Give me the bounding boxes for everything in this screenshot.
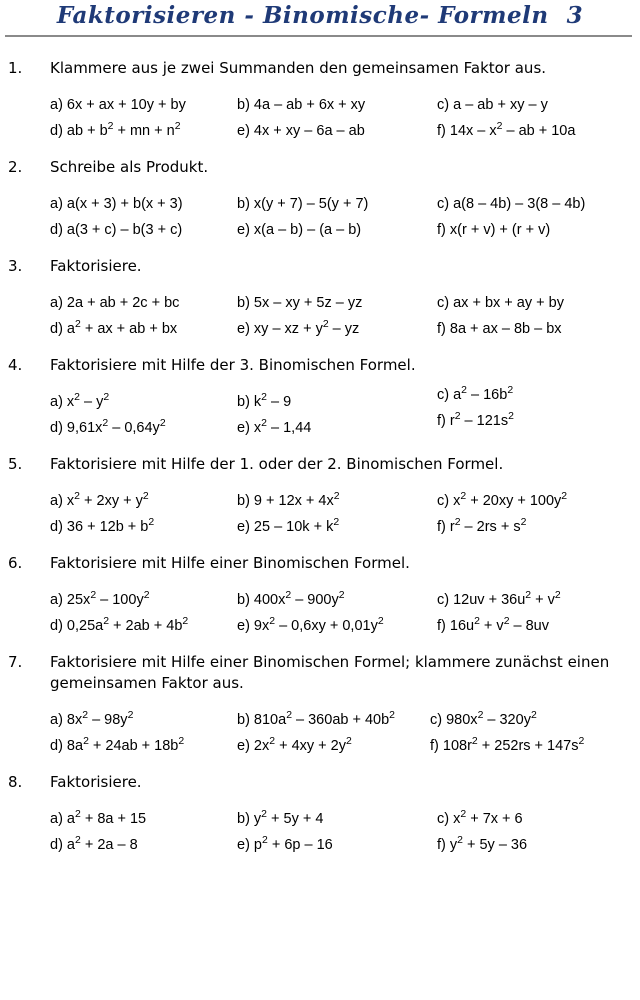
exercise-item-grid — [50, 806, 636, 858]
exercise-item-a: a) 6x + ax + 10y + by — [50, 97, 186, 113]
exercise-prompt: Faktorisiere mit Hilfe der 3. Binomischen Formel. — [50, 356, 416, 374]
exercise-item-e: e) $9x^2 - 0,6xy + 0,01y^2$ — [237, 616, 384, 634]
exercise-heading — [0, 256, 640, 277]
exercise-item-b: b) $810a^2 - 360ab + 40b^2$ — [237, 710, 395, 728]
exercise-item-grid — [50, 290, 636, 342]
exercise-item-d: d) $36 + 12b + b^2$ — [50, 517, 155, 535]
exercise-prompt: Schreibe als Produkt. — [50, 158, 209, 176]
exercise-2 — [0, 157, 640, 243]
exercise-item-f: f) $108r^2 + 252rs + 147s^2$ — [430, 736, 585, 754]
exercise-item-grid — [50, 488, 636, 540]
exercise-item-a: a) $a^2 + 8a + 15$ — [50, 809, 147, 827]
exercise-item-c: c) $12uv + 36u^2 + v^2$ — [437, 590, 561, 608]
exercise-item-d: d) $9,61x^2 - 0,64y^2$ — [50, 418, 166, 436]
exercise-item-f: f) $14x - x^2$ – ab + 10a — [437, 121, 576, 139]
exercise-item-b: b) $y^2 + 5y + 4$ — [237, 809, 324, 827]
exercise-item-grid — [50, 385, 636, 441]
exercise-item-e: e) 4x + xy – 6a – ab — [237, 123, 365, 139]
exercise-number: 2. — [8, 158, 23, 176]
item-row — [50, 613, 636, 639]
exercise-7 — [0, 652, 640, 759]
exercise-item-f: f) 8a + ax – 8b – bx — [437, 321, 562, 337]
item-row — [50, 707, 636, 733]
exercise-item-b: b) x(y + 7) – 5(y + 7) — [237, 196, 369, 212]
exercise-1 — [0, 58, 640, 144]
item-row — [50, 217, 636, 243]
page-title-text: Faktorisieren - Binomische- Formeln — [56, 2, 549, 29]
exercise-item-c: c) ax + bx + ay + by — [437, 295, 564, 311]
item-row — [50, 733, 636, 759]
item-row — [50, 385, 636, 415]
exercise-item-b: b) $9 + 12x + 4x^2$ — [237, 491, 340, 509]
item-row — [50, 316, 636, 342]
exercise-item-d: d) $0,25a^2 + 2ab + 4b^2$ — [50, 616, 189, 634]
exercise-item-c: c) a(8 – 4b) – 3(8 – 4b) — [437, 196, 586, 212]
exercise-item-d: d) a(3 + c) – b(3 + c) — [50, 222, 183, 238]
exercise-number: 8. — [8, 773, 23, 791]
exercise-prompt: Klammere aus je zwei Summanden den gemeinsamen Faktor aus. — [50, 59, 547, 77]
exercise-item-d: d) ab + $b^2$ + mn + $n^2$ — [50, 121, 181, 139]
exercise-number: 7. — [8, 653, 23, 671]
exercise-item-e: e) $x^2 - 1,44$ — [237, 418, 312, 436]
exercise-heading — [0, 58, 640, 79]
exercise-item-a: a) $8x^2 - 98y^2$ — [50, 710, 134, 728]
exercise-number: 6. — [8, 554, 23, 572]
exercise-6 — [0, 553, 640, 639]
item-row — [50, 514, 636, 540]
exercise-item-c: c) $x^2 + 20xy + 100y^2$ — [437, 491, 568, 509]
exercise-item-d: d) $a^2$ + ax + ab + bx — [50, 319, 178, 337]
exercise-item-f: f) $r^2 - 121s^2$ — [437, 411, 514, 429]
exercise-item-e: e) $p^2 + 6p - 16$ — [237, 835, 333, 853]
exercise-8 — [0, 772, 640, 858]
exercise-item-e: e) xy – xz + $y^2$ – yz — [237, 319, 360, 337]
exercise-prompt: Faktorisiere mit Hilfe einer Binomischen Formel. — [50, 554, 410, 572]
exercise-heading — [0, 772, 640, 793]
exercise-item-f: f) $r^2 - 2rs + s^2$ — [437, 517, 527, 535]
exercise-prompt: Faktorisiere mit Hilfe einer Binomischen Formel; klammere zunächst einen gemeinsamen Faktor aus. — [50, 653, 610, 692]
exercise-item-d: d) $8a^2 + 24ab + 18b^2$ — [50, 736, 185, 754]
exercise-item-grid — [50, 191, 636, 243]
exercise-item-f: f) $16u^2 + v^2 - 8uv$ — [437, 616, 549, 634]
exercise-item-a: a) a(x + 3) + b(x + 3) — [50, 196, 183, 212]
exercise-heading — [0, 652, 640, 694]
item-row — [50, 806, 636, 832]
item-row — [50, 587, 636, 613]
exercise-heading — [0, 553, 640, 574]
exercise-item-b: b) $400x^2 - 900y^2$ — [237, 590, 345, 608]
exercise-item-grid — [50, 92, 636, 144]
exercise-item-grid — [50, 707, 636, 759]
exercise-list — [0, 40, 640, 858]
exercise-item-a: a) $x^2 + 2xy + y^2$ — [50, 491, 149, 509]
item-row — [50, 832, 636, 858]
header-divider — [5, 35, 632, 37]
exercise-item-a: a) $25x^2 - 100y^2$ — [50, 590, 150, 608]
exercise-item-c: c) a – ab + xy – y — [437, 97, 548, 113]
exercise-item-e: e) x(a – b) – (a – b) — [237, 222, 362, 238]
exercise-number: 5. — [8, 455, 23, 473]
item-row — [50, 191, 636, 217]
item-row — [50, 290, 636, 316]
exercise-item-c: c) $980x^2 - 320y^2$ — [430, 710, 537, 728]
exercise-item-a: a) $x^2 - y^2$ — [50, 392, 110, 410]
exercise-heading — [0, 355, 640, 376]
sheet-number: 3 — [566, 2, 584, 29]
exercise-3 — [0, 256, 640, 342]
exercise-item-c: c) $a^2 - 16b^2$ — [437, 385, 514, 403]
exercise-4 — [0, 355, 640, 441]
exercise-item-f: f) $y^2 + 5y - 36$ — [437, 835, 528, 853]
exercise-prompt: Faktorisiere. — [50, 773, 142, 791]
exercise-item-b: b) 5x – xy + 5z – yz — [237, 295, 363, 311]
item-row — [50, 118, 636, 144]
page-title — [0, 2, 640, 29]
exercise-item-b: b) 4a – ab + 6x + xy — [237, 97, 366, 113]
exercise-number: 4. — [8, 356, 23, 374]
exercise-heading — [0, 157, 640, 178]
worksheet-header — [0, 0, 640, 40]
exercise-heading — [0, 454, 640, 475]
exercise-item-d: d) $a^2 + 2a - 8$ — [50, 835, 138, 853]
item-row — [50, 488, 636, 514]
exercise-item-e: e) $2x^2 + 4xy + 2y^2$ — [237, 736, 352, 754]
item-row — [50, 92, 636, 118]
exercise-item-b: b) $k^2 - 9$ — [237, 392, 292, 410]
item-row — [50, 411, 636, 441]
exercise-item-f: f) x(r + v) + (r + v) — [437, 222, 551, 238]
exercise-number: 1. — [8, 59, 23, 77]
exercise-item-grid — [50, 587, 636, 639]
exercise-prompt: Faktorisiere. — [50, 257, 142, 275]
exercise-number: 3. — [8, 257, 23, 275]
exercise-5 — [0, 454, 640, 540]
exercise-item-c: c) $x^2 + 7x + 6$ — [437, 809, 523, 827]
exercise-prompt: Faktorisiere mit Hilfe der 1. oder der 2. Binomischen Formel. — [50, 455, 504, 473]
exercise-item-a: a) 2a + ab + 2c + bc — [50, 295, 180, 311]
exercise-item-e: e) $25 - 10k + k^2$ — [237, 517, 340, 535]
